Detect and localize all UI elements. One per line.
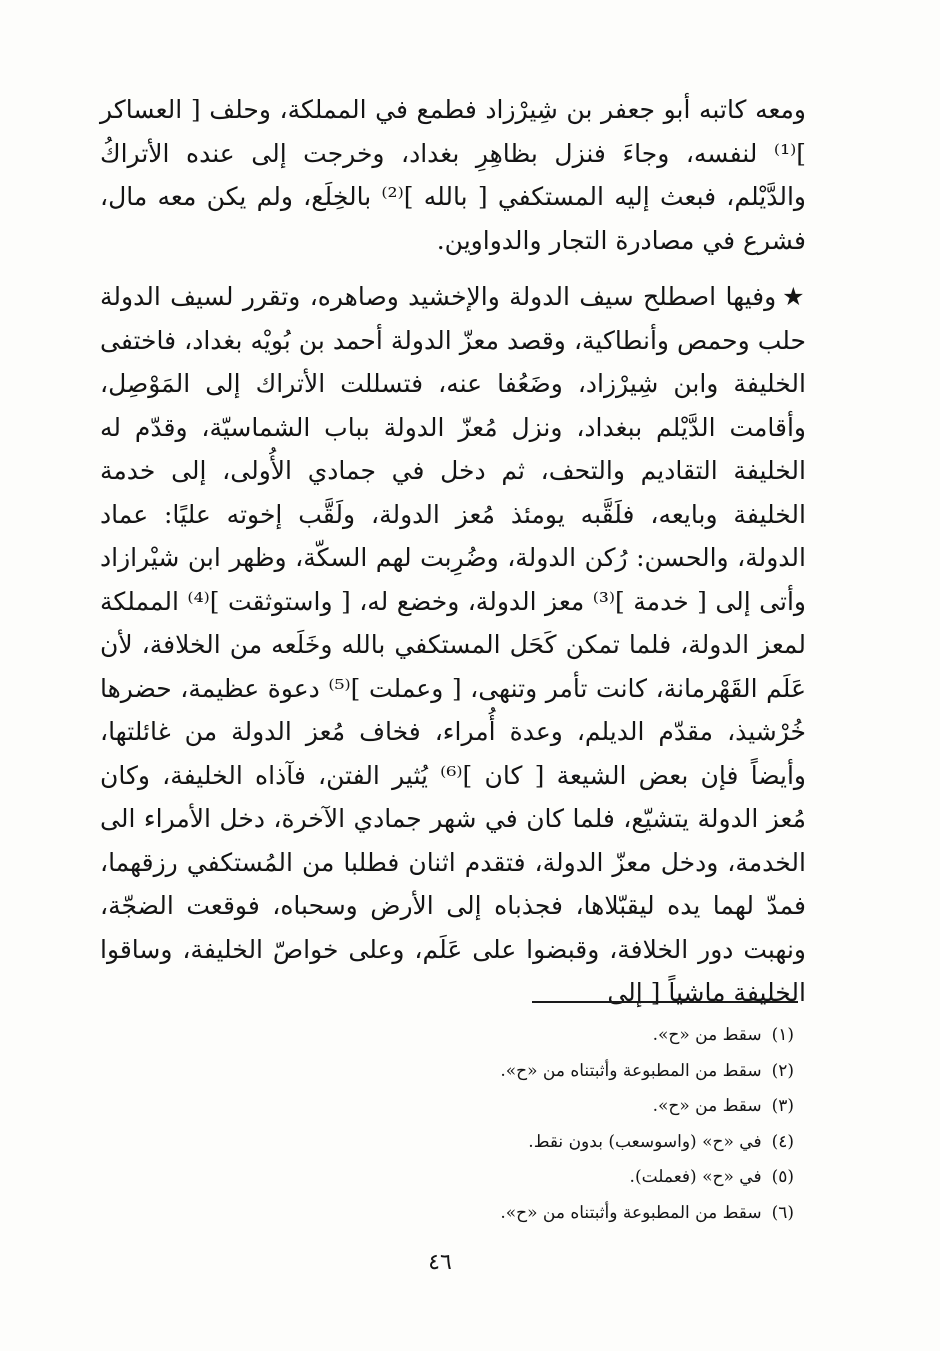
footnote-item [300,1018,794,1054]
footnote-text: سقط من «ح». [652,1096,762,1116]
footnote-number: (٢) [771,1060,794,1081]
footnotes-list [300,1018,794,1231]
footnote-text: سقط من المطبوعة وأثبتناه من «ح». [500,1202,762,1223]
main-text [100,88,806,1015]
footnote-number: (٦) [771,1202,794,1223]
footnote-text: في «ح» (فعملت). [629,1167,762,1187]
footnote-item [300,1089,794,1125]
footnote-item [300,1054,794,1090]
footnote-number: (٤) [771,1131,794,1152]
footnote-text: سقط من المطبوعة وأثبتناه من «ح». [500,1060,762,1081]
footnote-text: سقط من «ح». [652,1025,762,1045]
footnote-separator [532,1001,798,1003]
paragraph-2-text: وفيها اصطلح سيف الدولة والإخشيد وصاهره، وتقرر لسيف الدولة حلب وحمص وأنطاكية، وقصد معزّ الدولة أحمد بن بُويْه بغداد، فاختفى الخليفة وابن شِيرْزاد، وضَعُفا عنه، فتسللت الأتراك إلى المَوْصِل، وأقامت الدَّيْلم ببغداد، ونزل مُعزّ الدولة بباب الشماسيّة، وقدّم له الخليفة التقاديم والتحف، ثم دخل في جمادي الأُولى، إلى خدمة الخليفة وبايعه، فلَقَّبه يومئذ مُعز الدولة، ولَقَّب إخوته عليًا: عماد الدولة، والحسن: رُكن الدولة، وضُرِبت لهم السكّة، وظهر ابن شيْرازاد وأتى إلى [ خدمة ]⁽³⁾ معز الدولة، وخضع له، [ واستوثقت ]⁽⁴⁾ المملكة لمعز الدولة، فلما تمكن كَحَل المستكفي بالله وخَلَعه من الخلافة، لأن عَلَم القَهْرمانة، كانت تأمر وتنهى، [ وعملت ]⁽⁵⁾ دعوة عظيمة، حضرها خُرْشيذ، مقدّم الديلم، وعدة أُمراء، فخاف مُعز الدولة من غائلتها، وأيضاً فإن بعض الشيعة [ كان ]⁽⁶⁾ يُثير الفتن، فآذاه الخليفة، وكان مُعز الدولة يتشيّع، فلما كان في شهر جمادي الآخرة، دخل الأمراء الى الخدمة، ودخل معزّ الدولة، فتقدم اثنان فطلبا من المُستكفي رزقهما، فمدّ لهما يده ليقبّلاها، فجذباه إلى الأرض وسحباه، فوقعت الضجّة، ونهبت دور الخلافة، وقبضوا على عَلَم، وعلى خواصّ الخليفة، وساقوا الخليفة ماشياً [ إلى [100,282,806,1007]
paragraph-2 [100,275,806,1015]
paragraph-1: ومعه كاتبه أبو جعفر بن شِيرْزاد فطمع في المملكة، وحلف [ العساكر ]⁽¹⁾ لنفسه، وجاءَ فنزل بظاهِرِ بغداد، وخرجت إلى عنده الأتراكُ والدَّيْلم، فبعث إليه المستكفي [ بالله ]⁽²⁾ بالخِلَع، ولم يكن معه مال، فشرع في مصادرة التجار والدواوين. [100,95,806,255]
footnote-number: (١) [771,1025,794,1045]
footnote-item [300,1160,794,1196]
footnote-number: (٣) [771,1096,794,1116]
footnote-number: (٥) [771,1167,794,1187]
page-number: ٤٦ [428,1250,452,1275]
footnote-text: في «ح» (واسوسعب) بدون نقط. [528,1131,762,1152]
footnote-item [300,1125,794,1161]
star-marker: ★ [782,282,806,311]
footnote-item [300,1196,794,1232]
